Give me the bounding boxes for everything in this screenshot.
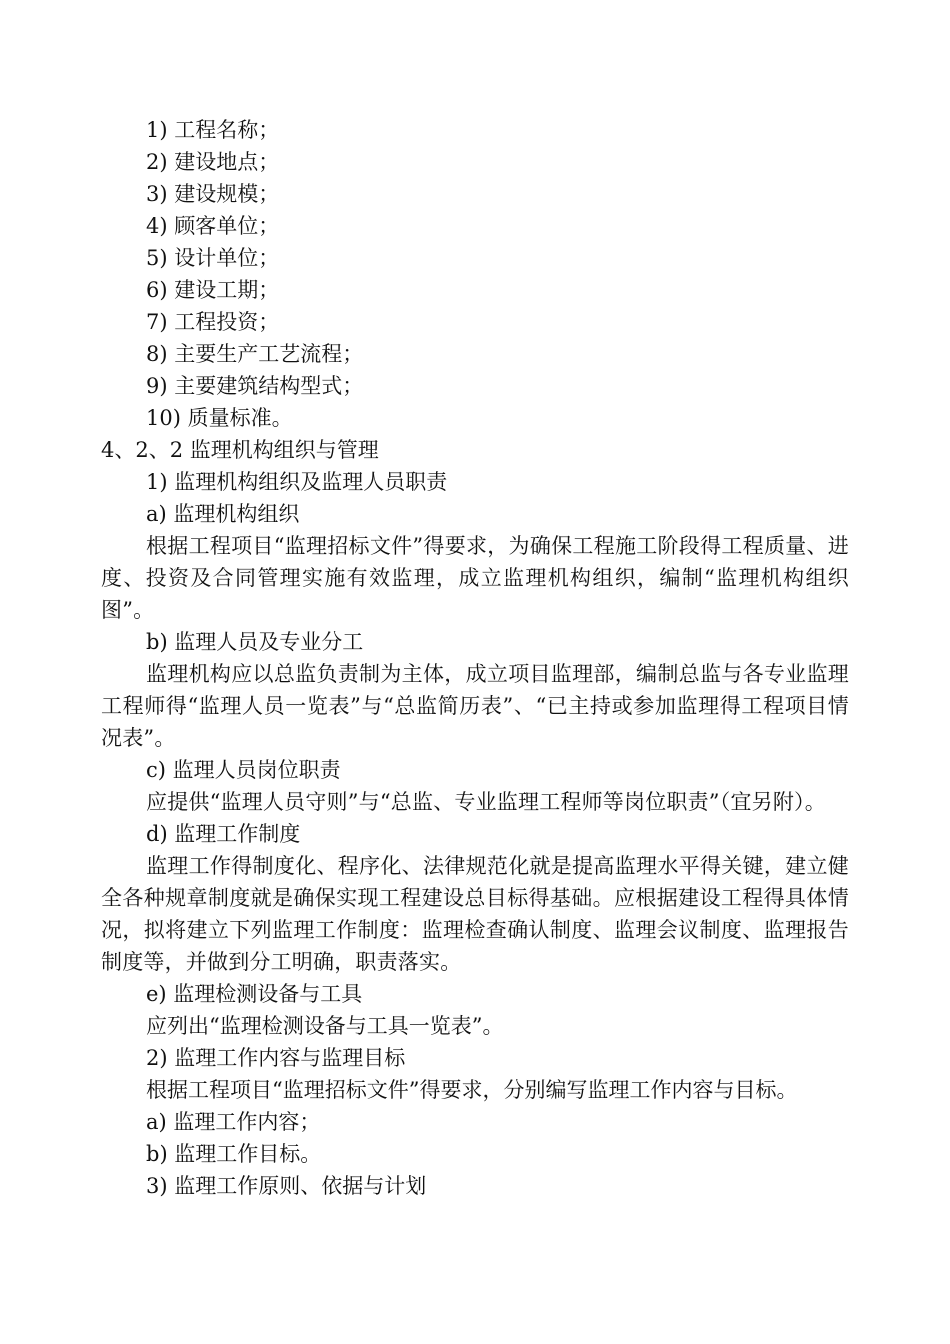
body-line: 根据工程项目“监理招标文件”得要求，分别编写监理工作内容与目标。 — [146, 1078, 798, 1102]
body-paragraph: 应提供“监理人员守则”与“总监、专业监理工程师等岗位职责”（宜另附）。 — [146, 790, 826, 814]
body-paragraph: 监理工作得制度化、程序化、法律规范化就是提高监理水平得关键，建立健全各种规章制度就是确保实现工程建设总目标得基础。应根据建设工程得具体情况，拟将建立下列监理工作制度：监理检查确认制度、监理会议制度、监理报告制度等，并做到分工明确，职责落实。 — [101, 854, 849, 974]
list-item: 2) 建设地点； — [146, 150, 280, 174]
subsection-heading: 3) 监理工作原则、依据与计划 — [146, 1174, 427, 1198]
section-heading: 4、2、2 监理机构组织与管理 — [101, 438, 379, 462]
body-paragraph: 根据工程项目“监理招标文件”得要求，为确保工程施工阶段得工程质量、进度、投资及合同管理实施有效监理，成立监理机构组织，编制“监理机构组织图”。 — [101, 534, 849, 622]
list-item: 1) 工程名称； — [146, 118, 280, 142]
subsection-heading: d) 监理工作制度 — [146, 822, 301, 846]
body-paragraph: 监理机构应以总监负责制为主体，成立项目监理部，编制总监与各专业监理工程师得“监理人员一览表”与“总监简历表”、“已主持或参加监理得工程项目情况表”。 — [101, 662, 849, 750]
list-item: 6) 建设工期； — [146, 278, 280, 302]
document-body — [101, 114, 849, 1202]
list-item: 10) 质量标准。 — [146, 406, 293, 430]
list-item: 5) 设计单位； — [146, 246, 280, 270]
subsection-heading: 1) 监理机构组织及监理人员职责 — [146, 470, 448, 494]
subsection-heading: a) 监理机构组织 — [146, 502, 300, 526]
list-item: 9) 主要建筑结构型式； — [146, 374, 364, 398]
subsection-heading: c) 监理人员岗位职责 — [146, 758, 341, 782]
list-item: 7) 工程投资； — [146, 310, 280, 334]
list-item: 4) 顾客单位； — [146, 214, 280, 238]
list-item: a) 监理工作内容； — [146, 1110, 321, 1134]
list-item: b) 监理工作目标。 — [146, 1142, 322, 1166]
body-line: 应列出“监理检测设备与工具一览表”。 — [146, 1014, 504, 1038]
list-item: 3) 建设规模； — [146, 182, 280, 206]
list-item: 8) 主要生产工艺流程； — [146, 342, 364, 366]
subsection-heading: 2) 监理工作内容与监理目标 — [146, 1046, 406, 1070]
subsection-heading: e) 监理检测设备与工具 — [146, 982, 363, 1006]
subsection-heading: b) 监理人员及专业分工 — [146, 630, 364, 654]
